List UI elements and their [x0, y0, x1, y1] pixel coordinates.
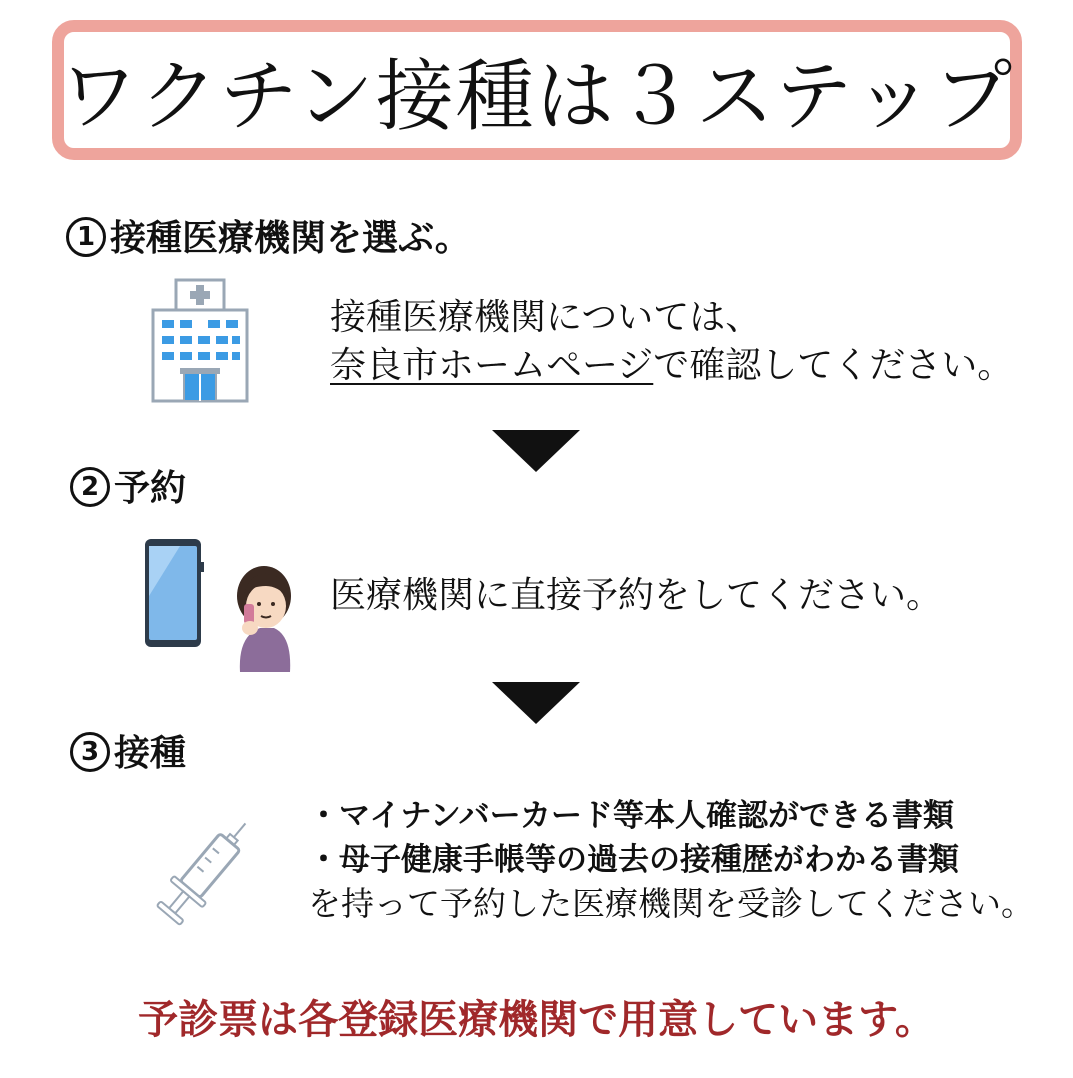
hospital-icon	[150, 278, 250, 404]
step-3-line3: を持って予約した医療機関を受診してください。	[308, 884, 1034, 923]
nara-city-homepage-link[interactable]: 奈良市ホームページ	[330, 345, 654, 386]
step-2-heading	[70, 460, 186, 511]
step-3-number: 3	[70, 732, 110, 772]
arrow-down-icon	[492, 682, 580, 724]
step-1-line2	[330, 342, 1013, 390]
step-3-bullet-maternal-handbook: ・母子健康手帳等の過去の接種歴がわかる書類	[308, 842, 959, 878]
step-3-text	[308, 794, 1034, 926]
step-3-bullet-mynumber: ・マイナンバーカード等本人確認ができる書類	[308, 798, 955, 834]
arrow-down-icon	[492, 430, 580, 472]
step-1-line2-rest: で確認してください。	[653, 345, 1014, 386]
step-3-heading	[70, 725, 186, 776]
page-title: ワクチン接種は３ステップ	[59, 52, 1015, 142]
footer-note: 予診票は各登録医療機関で用意しています。	[138, 997, 935, 1043]
step-1-text	[330, 294, 1013, 390]
step-3-heading-text: 接種	[114, 733, 187, 774]
step-1-number: 1	[66, 217, 106, 257]
step-2-number: 2	[70, 467, 110, 507]
step-1-line1: 接種医療機関については、	[330, 297, 762, 338]
step-2-heading-text: 予約	[114, 468, 187, 509]
phone-call-icon	[140, 536, 300, 676]
syringe-icon	[148, 808, 258, 940]
title-box	[52, 20, 1022, 160]
step-1-heading	[66, 210, 471, 261]
step-2-text: 医療機関に直接予約をしてください。	[330, 575, 943, 616]
step-1-heading-text: 接種医療機関を選ぶ。	[110, 218, 471, 259]
